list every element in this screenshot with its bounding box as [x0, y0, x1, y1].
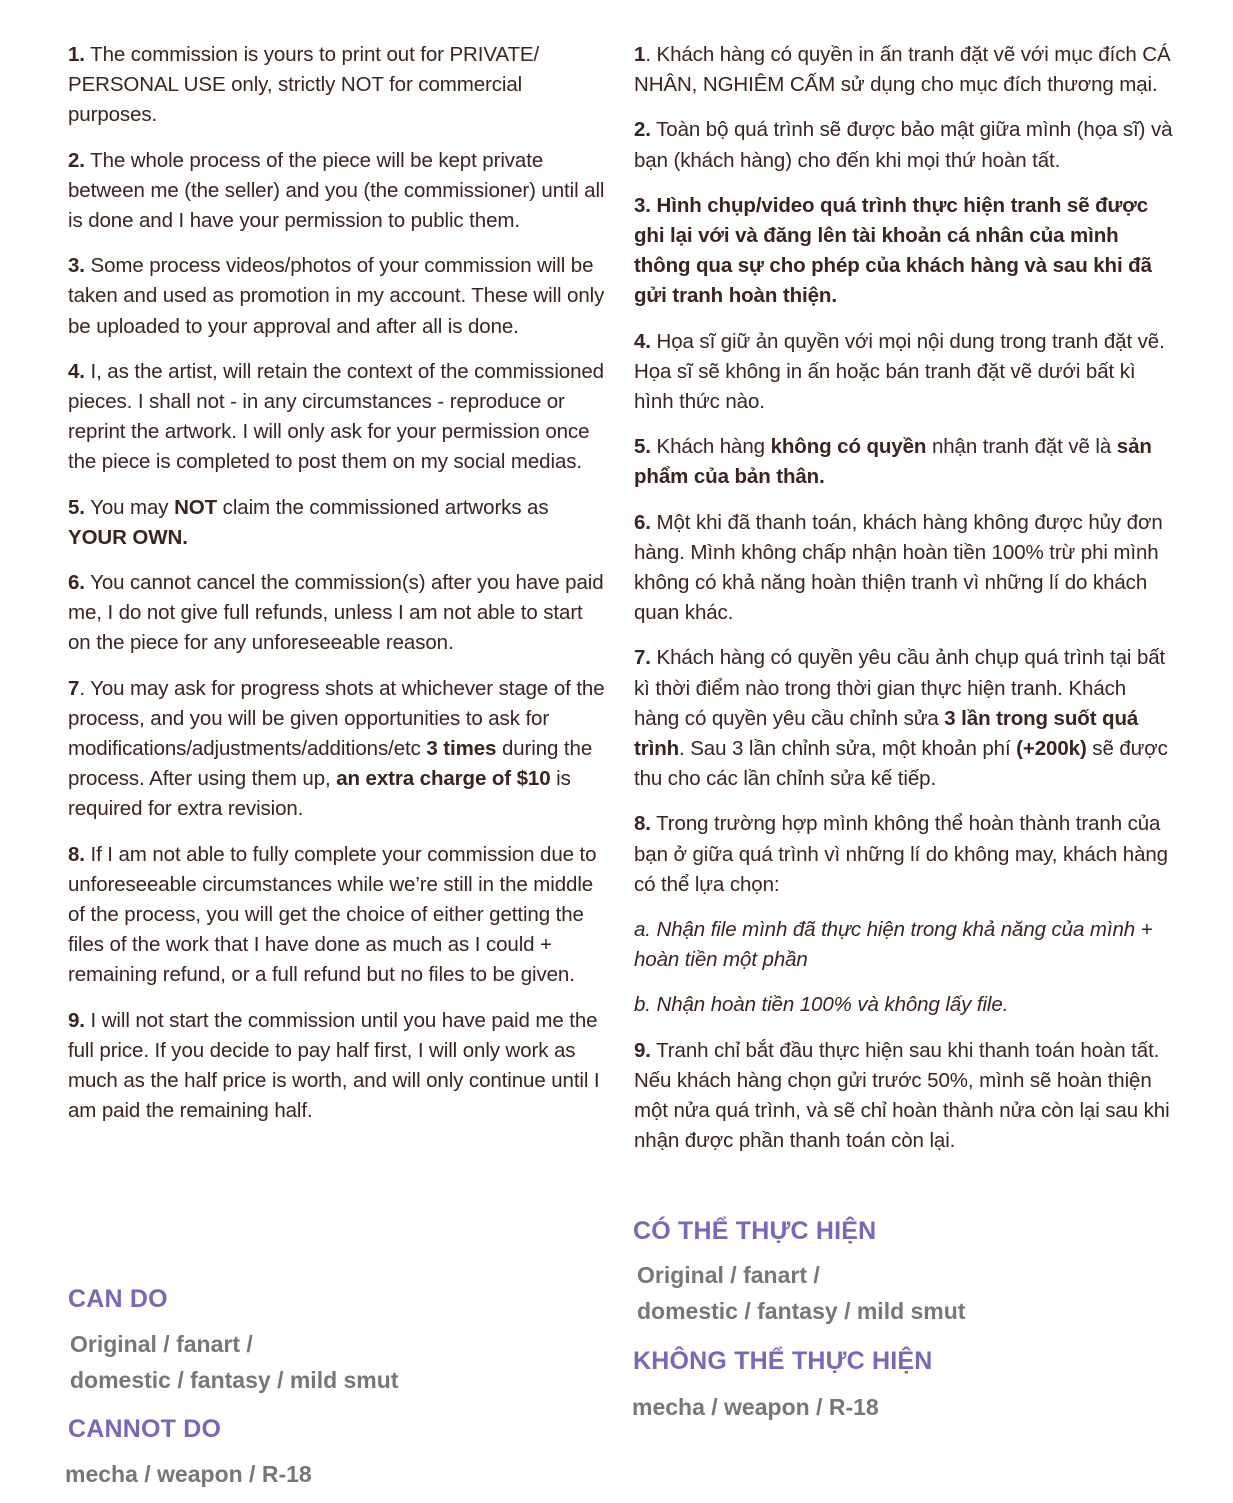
en-term-8: 8. If I am not able to fully complete your commission due to unforeseeable circumstances while we’re still in the middle of the process, you will get the choice of either getting the files of the work that I have done as much as I could + remaining refund, or a full refund but no files to be given. [68, 842, 597, 987]
vi-term-7: 7. Khách hàng có quyền yêu cầu ảnh chụp quá trình tại bất kì thời điểm nào trong thời gian thực hiện tranh. Khách hàng có quyền yêu cầu chỉnh sửa 3 lần trong suốt quá trình. Sau 3 lần chỉnh sửa, một khoản phí (+200k) sẽ được thu cho các lần chỉnh sửa kế tiếp. [634, 646, 1168, 791]
vi-can-do-heading: CÓ THỂ THỰC HIỆN [633, 1217, 877, 1245]
vi-term-8: 8. Trong trường hợp mình không thể hoàn thành tranh của bạn ở giữa quá trình vì những lí do không may, khách hàng có thể lựa chọn: [634, 812, 1168, 896]
en-term-2: 2. The whole process of the piece will be kept private between me (the seller) and you (the commissioner) until all is done and I have your permission to public them. [68, 148, 605, 233]
en-cannot-do-heading: CANNOT DO [68, 1415, 222, 1443]
vi-cannot-do-heading: KHÔNG THỂ THỰC HIỆN [633, 1347, 933, 1375]
vietnamese-terms-column [634, 40, 1174, 1172]
en-term-5: 5. You may NOT claim the commissioned artworks as YOUR OWN. [68, 495, 549, 549]
vi-term-2: 2. Toàn bộ quá trình sẽ được bảo mật giữa mình (họa sĩ) và bạn (khách hàng) cho đến khi mọi thứ hoàn tất. [634, 118, 1173, 172]
vi-cannot-do-list: mecha / weapon / R-18 [632, 1394, 879, 1420]
vi-term-8-option-b: b. Nhận hoàn tiền 100% và không lấy file. [634, 993, 1009, 1017]
en-can-do-list: Original / fanart / domestic / fantasy / mild smut [70, 1331, 399, 1393]
en-can-do-heading: CAN DO [68, 1285, 168, 1313]
vi-can-do-list: Original / fanart / domestic / fantasy / mild smut [637, 1262, 966, 1324]
vi-term-3: 3. Hình chụp/video quá trình thực hiện tranh sẽ được ghi lại với và đăng lên tài khoản cá nhân của mình thông qua sự cho phép của khách hàng và sau khi đã gửi tranh hoàn thiện. [634, 193, 1152, 308]
en-term-7: 7. You may ask for progress shots at whichever stage of the process, and you will be given opportunities to ask for modifications/adjustments/additions/etc 3 times during the process. After using them up, an extra charge of $10 is required for extra revision. [68, 676, 605, 821]
en-term-4: 4. I, as the artist, will retain the context of the commissioned pieces. I shall not - in any circumstances - reproduce or reprint the artwork. I will only ask for your permission once the piece is completed to post them on my social medias. [68, 359, 604, 474]
en-term-6: 6. You cannot cancel the commission(s) after you have paid me, I do not give full refunds, unless I am not able to start on the piece for any unforeseeable reason. [68, 571, 604, 655]
vi-term-1: 1. Khách hàng có quyền in ấn tranh đặt vẽ với mục đích CÁ NHÂN, NGHIÊM CẤM sử dụng cho mục đích thương mại. [634, 43, 1171, 97]
vi-term-6: 6. Một khi đã thanh toán, khách hàng không được hủy đơn hàng. Mình không chấp nhận hoàn tiền 100% trừ phi mình không có khả năng hoàn thiện tranh vì những lí do khách quan khác. [634, 510, 1163, 625]
en-term-9: 9. I will not start the commission until you have paid me the full price. If you decide to pay half first, I will only work as much as the half price is worth, and will only continue until I am paid the remaining half. [68, 1008, 600, 1123]
vi-term-4: 4. Họa sĩ giữ ản quyền với mọi nội dung trong tranh đặt vẽ. Họa sĩ sẽ không in ấn hoặc bán tranh đặt vẽ dưới bất kì hình thức nào. [634, 329, 1165, 414]
english-terms-column [68, 40, 608, 1142]
vi-term-5: 5. Khách hàng không có quyền nhận tranh đặt vẽ là sản phẩm của bản thân. [634, 435, 1152, 489]
en-cannot-do-list: mecha / weapon / R-18 [65, 1461, 312, 1487]
vi-term-8-option-a: a. Nhận file mình đã thực hiện trong khả năng của mình + hoàn tiền một phần [634, 918, 1153, 972]
vi-term-9: 9. Tranh chỉ bắt đầu thực hiện sau khi thanh toán hoàn tất. Nếu khách hàng chọn gửi trước 50%, mình sẽ hoàn thiện một nửa quá trình, và sẽ chỉ hoàn thành nửa còn lại sau khi nhận được phần thanh toán còn lại. [634, 1038, 1170, 1153]
en-term-3: 3. Some process videos/photos of your commission will be taken and used as promotion in my account. These will only be uploaded to your approval and after all is done. [68, 254, 605, 338]
en-term-1: 1. The commission is yours to print out for PRIVATE/ PERSONAL USE only, strictly NOT for commercial purposes. [68, 43, 540, 127]
